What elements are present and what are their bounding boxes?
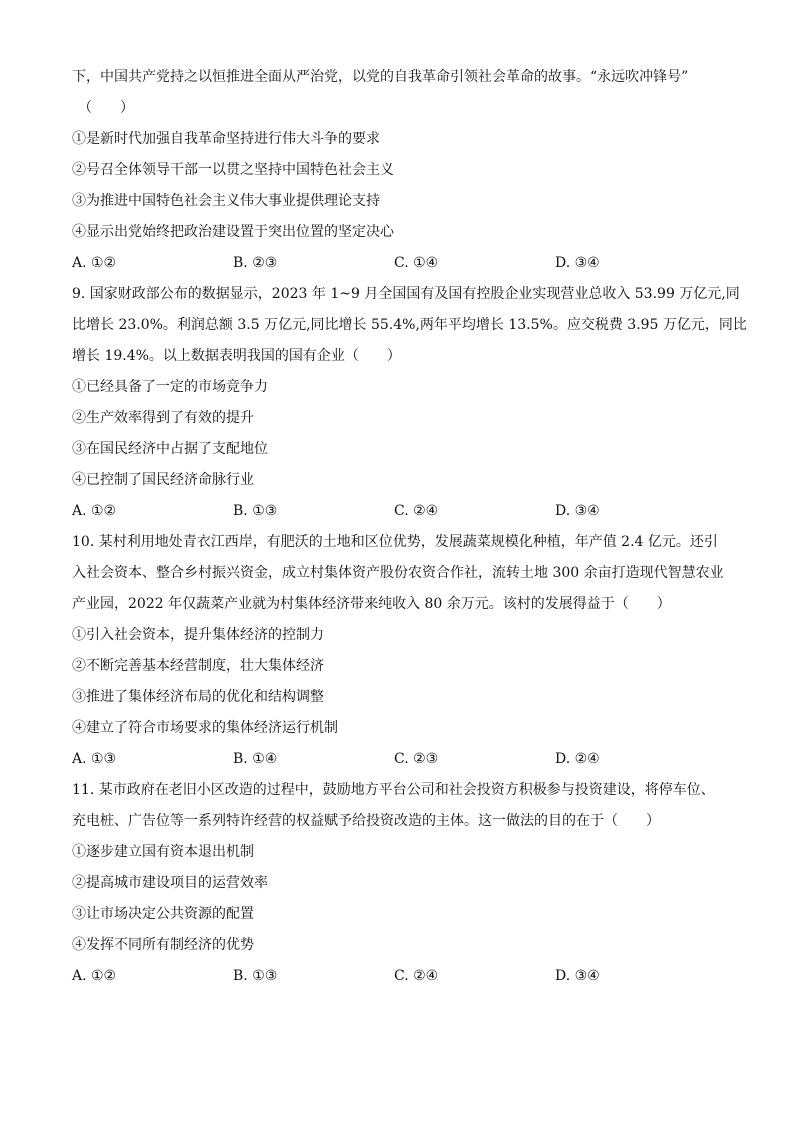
- statement-2: ②生产效率得到了有效的提升: [72, 410, 254, 426]
- statement-3: ③为推进中国特色社会主义伟大事业提供理论支持: [72, 193, 380, 209]
- question-11: [72, 775, 722, 992]
- question-stem-line: 下，中国共产党持之以恒推进全面从严治党，以党的自我革命引领社会革命的故事。“永远吹冲锋号”: [72, 69, 689, 85]
- statement-1: ①已经具备了一定的市场竞争力: [72, 379, 268, 395]
- question-stem-line: 11. 某市政府在老旧小区改造的过程中，鼓励地方平台公司和社会投资方积极参与投资建设，将停车位、: [72, 782, 715, 798]
- option-c: C. ①④: [394, 255, 439, 271]
- question-stem-line: 9. 国家财政部公布的数据显示，2023 年 1~9 月全国国有及国有控股企业实现营业总收入 53.99 万亿元,同: [72, 286, 740, 302]
- option-a: A. ①②: [72, 968, 117, 984]
- option-d: D. ③④: [555, 968, 600, 984]
- statement-1: ①是新时代加强自我革命坚持进行伟大斗争的要求: [72, 131, 380, 147]
- statement-2: ②不断完善基本经营制度，壮大集体经济: [72, 658, 324, 674]
- statement-2: ②提高城市建设项目的运营效率: [72, 875, 268, 891]
- question-stem-line: 充电桩、广告位等一系列特许经营的权益赋予给投资改造的主体。这一做法的目的在于（ ）: [72, 813, 660, 829]
- option-b: B. ②③: [233, 255, 278, 271]
- answer-options: [72, 496, 722, 527]
- statement-2: ②号召全体领导干部一以贯之坚持中国特色社会主义: [72, 162, 394, 178]
- statement-4: ④已控制了国民经济命脉行业: [72, 472, 254, 488]
- question-stem-line: 入社会资本、整合乡村振兴资金，成立村集体资产股份农资合作社，流转土地 300 余亩打造现代智慧农业: [72, 565, 724, 581]
- statement-3: ③推进了集体经济布局的优化和结构调整: [72, 689, 324, 705]
- option-b: B. ①④: [233, 751, 278, 767]
- answer-parentheses: （ ）: [78, 100, 134, 116]
- question-stem-line: 产业园，2022 年仅蔬菜产业就为村集体经济带来纯收入 80 余万元。该村的发展得益于（ ）: [72, 596, 671, 612]
- answer-options: [72, 961, 722, 992]
- statement-1: ①逐步建立国有资本退出机制: [72, 844, 254, 860]
- option-c: C. ②④: [394, 503, 439, 519]
- question-stem-line: 增长 19.4%。以上数据表明我国的国有企业（ ）: [72, 348, 401, 364]
- statement-3: ③在国民经济中占据了支配地位: [72, 441, 268, 457]
- question-8: [72, 62, 722, 279]
- option-b: B. ①③: [233, 503, 278, 519]
- answer-options: [72, 248, 722, 279]
- option-a: A. ①②: [72, 255, 117, 271]
- statement-4: ④发挥不同所有制经济的优势: [72, 937, 254, 953]
- question-9: [72, 279, 747, 527]
- statement-1: ①引入社会资本，提升集体经济的控制力: [72, 627, 324, 643]
- statement-4: ④显示出党始终把政治建设置于突出位置的坚定决心: [72, 224, 394, 240]
- option-a: A. ①②: [72, 503, 117, 519]
- exam-page: [72, 62, 747, 992]
- option-d: D. ③④: [555, 503, 600, 519]
- statement-3: ③让市场决定公共资源的配置: [72, 906, 254, 922]
- statement-4: ④建立了符合市场要求的集体经济运行机制: [72, 720, 338, 736]
- option-d: D. ②④: [555, 751, 600, 767]
- answer-options: [72, 744, 722, 775]
- question-10: [72, 527, 722, 775]
- option-c: C. ②③: [394, 751, 439, 767]
- question-stem-line: 10. 某村利用地处青衣江西岸，有肥沃的土地和区位优势，发展蔬菜规模化种植，年产值 2.4 亿元。还引: [72, 534, 718, 550]
- option-c: C. ②④: [394, 968, 439, 984]
- option-d: D. ③④: [555, 255, 600, 271]
- question-stem-line: 比增长 23.0%。利润总额 3.5 万亿元,同比增长 55.4%,两年平均增长 13.5%。应交税费 3.95 万亿元，同比: [72, 317, 747, 333]
- option-b: B. ①③: [233, 968, 278, 984]
- option-a: A. ①③: [72, 751, 117, 767]
